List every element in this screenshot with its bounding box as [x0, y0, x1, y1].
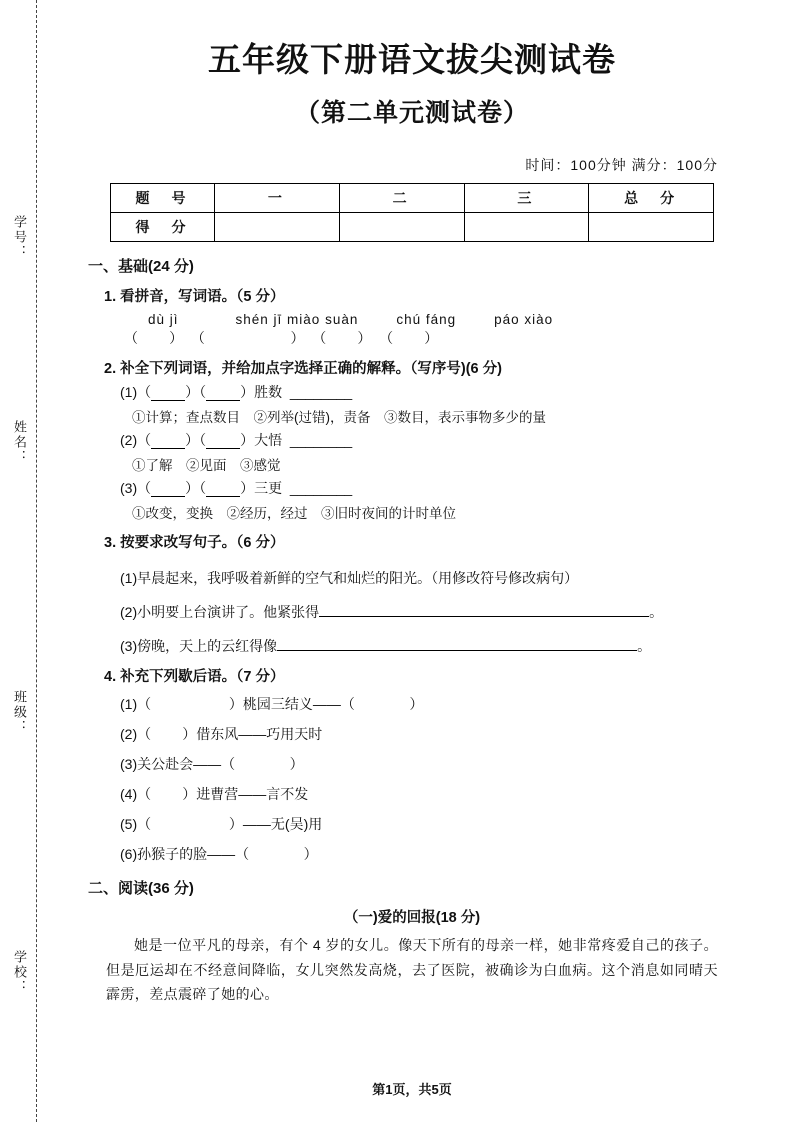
question-4-item-2[interactable]: (2)（ ）借东风——巧用天时 [120, 726, 323, 742]
side-label-group [10, 0, 34, 1122]
exam-page [62, 0, 762, 1122]
section-heading-reading: 二、阅读(36 分) [88, 880, 194, 897]
score-cell-3[interactable] [464, 213, 589, 242]
page-footer: 第1页，共5页 [372, 1082, 452, 1097]
q3-item2-text: (2)小明要上台演讲了。他紧张得 [120, 604, 320, 620]
table-row [111, 184, 714, 213]
q2-item3-post: ）三更 [240, 480, 283, 496]
score-table-header-2: 二 [339, 184, 464, 213]
score-table-header-3: 三 [464, 184, 589, 213]
question-2-options-3: ①改变，变换 ②经历，经过 ③旧时夜间的计时单位 [132, 506, 456, 521]
side-label-name: 姓名： [12, 420, 27, 465]
q2-item1-mid: ）（ [185, 384, 207, 400]
question-3-item-1[interactable]: (1)早晨起来，我呼吸着新鲜的空气和灿烂的阳光。（用修改符号修改病句） [120, 570, 579, 586]
page-subtitle: （第二单元测试卷） [294, 99, 529, 127]
score-table [110, 183, 714, 242]
question-4-item-5[interactable]: (5)（ ）——无(吴)用 [120, 816, 323, 832]
q2-item3-blank[interactable]: ________ [289, 480, 353, 496]
page-title: 五年级下册语文拔尖测试卷 [208, 41, 616, 78]
q3-item3-text: (3)傍晚，天上的云红得像 [120, 638, 278, 654]
question-4-item-3[interactable]: (3)关公赴会——（ ） [120, 756, 304, 772]
question-4-item-1[interactable]: (1)（ ）桃园三结义——（ ） [120, 696, 424, 712]
question-2-label: 2. 补全下列词语，并给加点字选择正确的解释。（写序号)(6 分) [104, 361, 502, 377]
score-cell-1[interactable] [215, 213, 340, 242]
score-table-header-1: 一 [215, 184, 340, 213]
q2-item2-post: ）大悟 [240, 432, 283, 448]
question-4-label: 4. 补充下列歇后语。（7 分） [104, 669, 285, 685]
side-label-class: 班级： [12, 690, 27, 735]
question-4-item-6[interactable]: (6)孙猴子的脸——（ ） [120, 846, 318, 862]
q2-item1-blank[interactable]: ________ [289, 384, 353, 400]
passage-title: （一)爱的回报(18 分) [343, 910, 481, 926]
question-3-item-3[interactable]: (3)傍晚，天上的云红得像 。 [120, 638, 652, 654]
q2-item1-pre: (1)（ [120, 384, 152, 400]
question-1-label: 1. 看拼音，写词语。（5 分） [104, 289, 285, 305]
question-4-item-4[interactable]: (4)（ ）进曹营——言不发 [120, 786, 309, 802]
question-1-pinyin: dù jì shén jī miào suàn chú fáng páo xiào [148, 312, 554, 327]
score-table-header-label: 题 号 [111, 184, 215, 213]
question-2-item-3[interactable] [120, 478, 736, 498]
side-label-student-id: 学号： [12, 215, 27, 260]
q2-item2-blank[interactable]: ________ [289, 432, 353, 448]
q2-item2-pre: (2)（ [120, 432, 152, 448]
q2-item3-pre: (3)（ [120, 480, 152, 496]
q2-item2-mid: ）（ [185, 432, 207, 448]
question-1-answer-brackets[interactable]: （ ） （ ） （ ） （ ） [124, 330, 439, 346]
question-2-item-1[interactable] [120, 382, 736, 402]
score-table-row-label: 得 分 [111, 213, 215, 242]
question-2-item-2[interactable] [120, 430, 736, 450]
score-table-header-total: 总 分 [589, 184, 714, 213]
score-cell-total[interactable] [589, 213, 714, 242]
table-row [111, 213, 714, 242]
exam-meta: 时间：100分钟 满分：100分 [525, 157, 718, 173]
question-2-options-2: ①了解 ②见面 ③感觉 [132, 458, 281, 473]
section-heading-basics: 一、基础(24 分) [88, 258, 194, 275]
q2-item1-post: ）胜数 [240, 384, 283, 400]
question-2-options-1: ①计算；查点数目 ②列举(过错)，责备 ③数目，表示事物多少的量 [132, 410, 546, 425]
passage-text: 她是一位平凡的母亲，有个 4 岁的女儿。像天下所有的母亲一样，她非常疼爱自己的孩子。但是厄运却在不经意间降临，女儿突然发高烧，去了医院，被确诊为白血病。这个消息如同晴天霹雳，差点震碎了她的心。 [106, 937, 718, 1002]
question-3-item-2[interactable]: (2)小明要上台演讲了。他紧张得 。 [120, 604, 664, 620]
side-label-school: 学校： [12, 950, 27, 995]
q2-item3-mid: ）（ [185, 480, 207, 496]
score-cell-2[interactable] [339, 213, 464, 242]
question-3-label: 3. 按要求改写句子。（6 分） [104, 535, 285, 551]
cut-line [36, 0, 37, 1122]
